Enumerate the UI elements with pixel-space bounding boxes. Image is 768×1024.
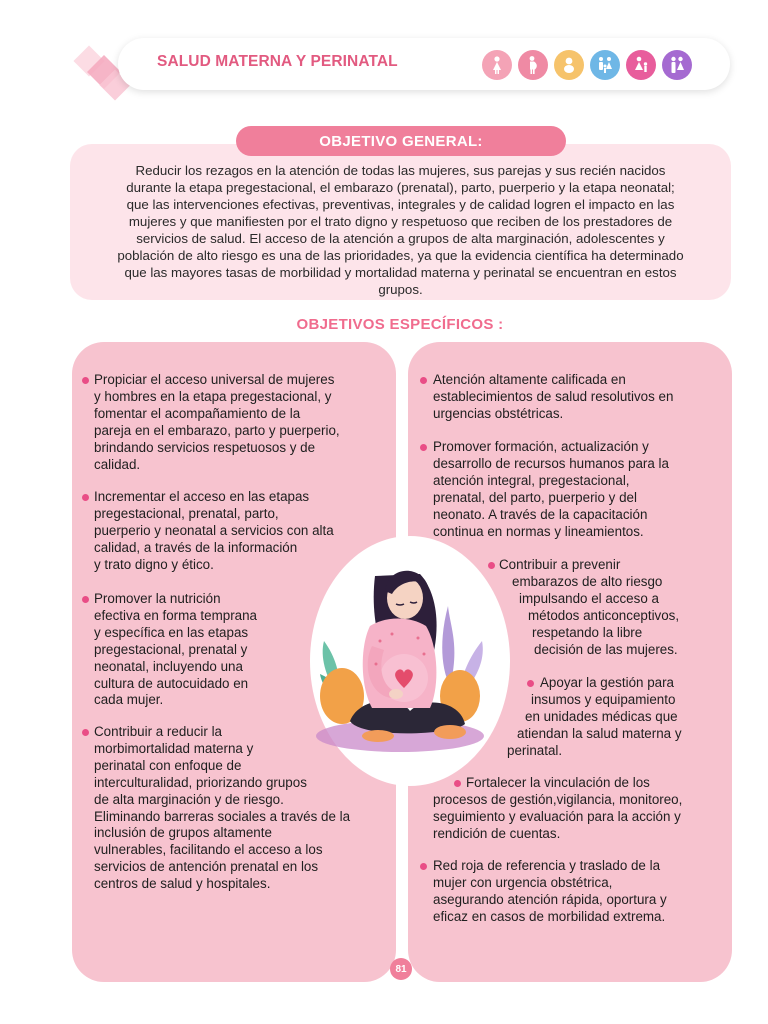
specific-objectives-title: OBJETIVOS ESPECÍFICOS : — [296, 316, 504, 333]
left-objective-line: calidad, a través de la información — [94, 539, 298, 555]
left-objective-line: cultura de autocuidado en — [94, 675, 249, 691]
right-objective-line: insumos y equipamiento — [531, 691, 676, 707]
right-objective-line: en unidades médicas que — [525, 708, 678, 724]
right-objective-line: impulsando el acceso a — [519, 590, 659, 606]
left-objective-line: Propiciar el acceso universal de mujeres — [94, 372, 335, 387]
right-objective-line: eficaz en casos de morbilidad extrema. — [433, 908, 666, 924]
general-line: grupos. — [378, 282, 423, 297]
header-title: SALUD MATERNA Y PERINATAL — [157, 53, 398, 70]
general-objective-title: OBJETIVO GENERAL: — [236, 126, 566, 156]
right-objective-line: mujer con urgencia obstétrica, — [433, 874, 613, 890]
general-line: población de alto riesgo es una de las prioridades, ya que la evidencia científica ha determinado — [117, 248, 684, 263]
left-objective-line: y específica en las etapas — [94, 624, 249, 640]
right-objective-line: urgencias obstétricas. — [433, 405, 564, 421]
right-objective-line: desarrollo de recursos humanos para la — [433, 455, 669, 471]
bullet-dot — [82, 494, 89, 501]
left-objective-line: Incrementar el acceso en las etapas — [94, 489, 310, 504]
right-objective-line: perinatal. — [507, 742, 563, 758]
right-objective-line: Contribuir a prevenir — [499, 557, 621, 572]
right-objective-line: prenatal, del parto, puerperio y del — [433, 489, 637, 505]
left-objective-line: pregestacional, prenatal y — [94, 641, 248, 657]
left-objective-line: y hombres en la etapa pregestacional, y — [94, 388, 332, 404]
bullet-dot — [420, 444, 427, 451]
general-objective-box — [70, 144, 731, 300]
left-objective-line: morbimortalidad materna y — [94, 740, 254, 756]
left-objective-line: perinatal con enfoque de — [94, 757, 242, 773]
elderly-couple-icon — [662, 50, 692, 80]
bullet-dot — [454, 780, 461, 787]
right-objective-line: asegurando atención rápida, oportura y — [433, 891, 667, 907]
left-objective-line: Contribuir a reducir la — [94, 724, 223, 739]
woman-icon — [482, 50, 512, 80]
right-objective-line: atención integral, pregestacional, — [433, 472, 630, 488]
left-objective-line: neonatal, incluyendo una — [94, 658, 243, 674]
bullet-dot — [420, 863, 427, 870]
general-line: durante la etapa pregestacional, el embarazo (prenatal), parto, puerperio y la etapa neonatal; — [126, 180, 675, 195]
general-line: que las intervenciones efectivas, preventivas, integrales y de calidad logren el impacto en las — [126, 197, 675, 212]
general-line: servicios de salud. El acceso de la atención a grupos de alta marginación, adolescentes y — [136, 231, 665, 246]
bullet-dot — [82, 596, 89, 603]
right-objective-line: respetando la libre — [532, 624, 643, 640]
right-objective-line: Atención altamente calificada en — [433, 372, 626, 387]
left-objective-line: centros de salud y hospitales. — [94, 876, 271, 892]
right-objective-line: neonato. A través de la capacitación — [433, 506, 648, 522]
baby-icon — [554, 50, 584, 80]
header-icons — [482, 50, 692, 80]
right-objective-line: rendición de cuentas. — [433, 825, 561, 841]
bullet-dot — [82, 729, 89, 736]
left-objective-line: de alta marginación y de riesgo. — [94, 791, 284, 807]
right-objective-line: métodos anticonceptivos, — [528, 607, 680, 623]
right-objective-line: Fortalecer la vinculación de los — [466, 775, 650, 790]
left-objective-line: puerperio y neonatal a servicios con alta — [94, 522, 334, 538]
left-objective-line: calidad. — [94, 456, 141, 472]
general-line: que las mayores tasas de morbilidad y mortalidad materna y perinatal se encuentran en estos — [124, 265, 677, 280]
pregnant-woman-icon — [518, 50, 548, 80]
right-objective-line: Apoyar la gestión para — [540, 675, 674, 690]
bullet-dot — [488, 562, 495, 569]
page-number: 81 — [390, 958, 412, 980]
pregnant-woman-illustration — [300, 546, 500, 766]
left-objective-line: interculturalidad, priorizando grupos — [94, 774, 307, 790]
left-objective-line: brindando servicios respetuosos y de — [94, 439, 316, 455]
family-icon — [590, 50, 620, 80]
right-objective-line: Promover formación, actualización y — [433, 439, 649, 454]
left-objective-line: Eliminando barreras sociales a través de la — [94, 808, 351, 824]
left-objective-line: cada mujer. — [94, 692, 164, 708]
bullet-dot — [527, 680, 534, 687]
right-objective-line: Red roja de referencia y traslado de la — [433, 858, 661, 873]
left-objective-line: vulnerables, facilitando el acceso a los — [94, 842, 323, 858]
right-objective-line: atiendan la salud materna y — [517, 725, 682, 741]
right-objective-line: seguimiento y evaluación para la acción y — [433, 808, 681, 824]
right-objective-line: establecimientos de salud resolutivos en — [433, 388, 674, 404]
left-objective-line: servicios de antención prenatal en los — [94, 859, 319, 875]
right-objective-line: embarazos de alto riesgo — [512, 573, 663, 589]
general-line: mujeres y que manifiesten por el trato digno y respetuoso que reciben de los prestadores de — [128, 214, 673, 229]
right-objective-line: procesos de gestión,vigilancia, monitoreo, — [433, 791, 683, 807]
general-line: Reducir los rezagos en la atención de todas las mujeres, sus parejas y sus recién nacidos — [135, 163, 666, 178]
left-objective-line: y trato digno y ético. — [94, 556, 214, 572]
left-objective-line: pareja en el embarazo, parto y puerperio, — [94, 422, 340, 438]
right-objective-line: continua en normas y lineamientos. — [433, 523, 644, 539]
bullet-dot — [82, 377, 89, 384]
left-objective-line: pregestacional, prenatal, parto, — [94, 505, 279, 521]
left-objective-line: fomentar el acompañamiento de la — [94, 405, 301, 421]
left-objective-line: inclusión de grupos altamente — [94, 825, 272, 841]
mother-child-icon — [626, 50, 656, 80]
bullet-dot — [420, 377, 427, 384]
right-objective-line: decisión de las mujeres. — [534, 641, 678, 657]
left-objective-line: efectiva en forma temprana — [94, 607, 258, 623]
left-objective-line: Promover la nutrición — [94, 591, 221, 606]
